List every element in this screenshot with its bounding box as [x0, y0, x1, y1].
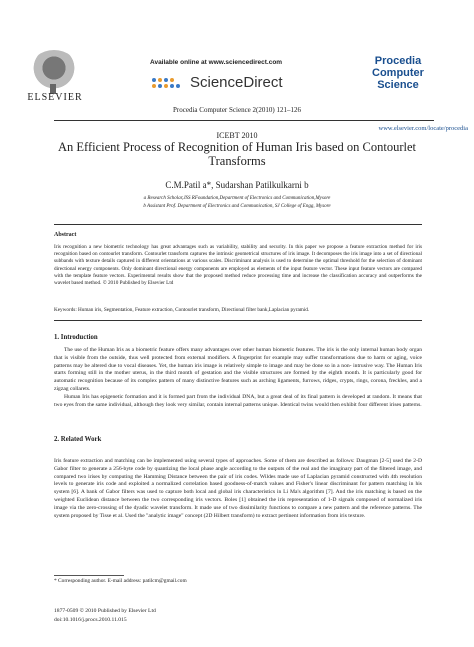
paragraph: The use of the Human Iris as a biometric feature offers many advantages over other human biometric features. The iris is the only internal human body organ that is visible from the outside, thus well protected from external modifiers. A fingerprint for example may suffer transformations due to harm or aging, voice patterns may be altered due to vocal diseases. Yet, the human iris image is relatively simple to image and may be done so in a non- intrusive way. The Human Iris starts forming still in the mother uterus, in the third month of gestation and the visible structures are formed by the eighth month. It is particularly good for automatic recognition because of its complex pattern of many distinctive features such as arching ligaments, furrows, ridges, crypts, rings, corona, freckles, and a zigzag collarets. — [54, 347, 422, 392]
sciencedirect-name: ScienceDirect — [190, 74, 283, 91]
footnote-rule — [54, 575, 124, 576]
issn-copyright: 1877-0509 © 2010 Published by Elsevier Ltd — [54, 608, 156, 614]
elsevier-logo — [20, 50, 90, 106]
abstract-text: Iris recognition a new biometric technology has great advantages such as variability, stability and security. In this paper we propose a feature extraction method for iris recognition based on contourlet transform. Contourlet transform captures the intrinsic geometrical structures of iris image. It decomposes the iris image into a set of directional subbands with texture details captured in different orientations at various scales. Discriminant analysis is used to determine the optimal threshold for the selection of dominant directional energy components. Only dominant directional energy components are employed as elements of the input feature vector. These input feature vectors are compared with the template feature vectors. Experimental results show that the proposed method reduce processing time and increase the classification accuracy and outperforms the wavelet based method. © 2010 Published by Elsevier Ltd — [54, 244, 422, 287]
abstract-copyright: © 2010 Published by Elsevier Ltd — [102, 280, 174, 287]
journal-reference: Procedia Computer Science 2(2010) 121–126 — [173, 106, 301, 114]
keywords: Keywords: Human iris, Segmentation, Feature extraction, Contourlet transform, Directional filter bank,Laplacian pyramid. — [54, 307, 310, 313]
sciencedirect-logo — [152, 74, 292, 94]
doi[interactable]: doi:10.1016/j.procs.2010.11.015 — [54, 617, 127, 623]
header-rule — [54, 120, 434, 121]
section-heading-related-work: 2. Related Work — [54, 436, 102, 443]
publisher-logo-text: ELSEVIER — [27, 92, 83, 103]
journal-url-link[interactable]: www.elsevier.com/locate/procedia — [378, 125, 468, 132]
section-body-related-work — [54, 458, 422, 520]
journal-name-box: Procedia Computer Science — [372, 55, 424, 91]
conference-name: ICEBT 2010 — [216, 131, 258, 140]
journal-header — [0, 0, 474, 118]
paragraph: Human Iris has epigenetic formation and it is formed part from the individual DNA, but a great deal of its final pattern is developed at random. It means that two eyes from the same individual, although they look very similar, contain internal patterns unique. Identical twins would then exhibit four different irises patterns. — [54, 393, 422, 408]
sciencedirect-dots-icon — [152, 78, 186, 92]
section-heading-introduction: 1. Introduction — [54, 334, 98, 341]
affiliation-a: a Research Scholar,JSS RFoundation,Department of Electronics and Communication,Mysore — [143, 196, 331, 201]
abstract-top-rule — [54, 224, 422, 225]
paper-authors: C.M.Patil a*, Sudarshan Patilkulkarni b — [165, 180, 309, 190]
paragraph: Iris feature extraction and matching can be implemented using several types of approaches. Some of them are described as follows: Daugman [2-5] used the 2-D Gabor filter to generate a 256-byte code by quantizing the local phase angle according to the outputs of the real and the imaginary part of the filtered image, and compared two irises by computing the Hamming Distance between the pair of iris codes. Wildes made use of Laplacian pyramid constructed with 4th resolution levels to generate iris code and exploited a normalized correlation based goodness-of-match values and Fisher's linear discriminant for pattern matching in his system [6]. A bank of Gabor filters was used to capture both local and global iris characteristics in Li Ma's algorithm [7]. And the iris matching is based on the weighted Euclidean distance between the two corresponding iris vectors. Boles [1] obtained the iris representation of 1-D signals composed of normalized iris image via the zero-crossing of the dyadic wavelet transform. It made use of two dissimilarity functions to compare a new pattern and the reference patterns. The system proposed by Tisse et al. Used the "analytic image" concept (2D Hilbert transform) to extract pertinent information from iris texture. — [54, 458, 422, 519]
corresponding-author-footnote: * Corresponding author. E-mail address: patilcm@gmail.com — [54, 578, 187, 584]
section-body-introduction — [54, 347, 422, 409]
abstract-bottom-rule — [54, 320, 422, 321]
available-online-line: Available online at www.sciencedirect.com — [150, 59, 283, 66]
affiliation-b: b Assistant Prof. Department of Electronics and Communication, SJ College of Engg, Mysore — [143, 204, 331, 209]
abstract-heading: Abstract — [54, 232, 77, 238]
paper-title: An Efficient Process of Recognition of Human Iris based on Contourlet Transforms — [57, 140, 417, 168]
